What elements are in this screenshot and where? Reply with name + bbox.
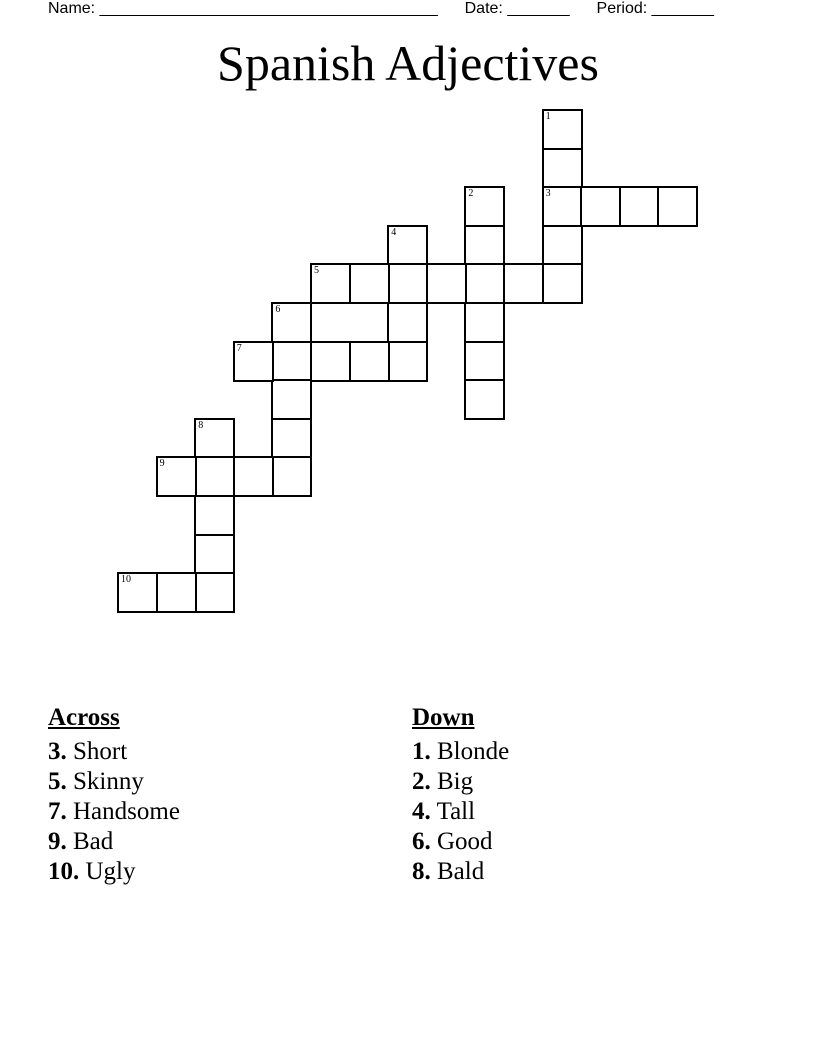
crossword-cell[interactable]: [657, 186, 698, 227]
crossword-cell[interactable]: [194, 572, 235, 613]
crossword-cell[interactable]: [233, 341, 274, 382]
crossword-cell[interactable]: [542, 186, 583, 227]
crossword-cell[interactable]: [542, 148, 583, 189]
crossword-cell[interactable]: [503, 263, 544, 304]
across-clue: 7. Handsome: [48, 798, 180, 825]
crossword-cell[interactable]: [464, 341, 505, 382]
clue-number: 3: [545, 188, 551, 200]
across-clue: 3. Short: [48, 738, 128, 765]
across-clue: 5. Skinny: [48, 768, 144, 795]
down-clue: 4. Tall: [412, 798, 476, 825]
clue-number: 2: [468, 188, 474, 200]
down-clue: 1. Blonde: [412, 738, 510, 765]
crossword-cell[interactable]: [271, 341, 312, 382]
crossword-cell[interactable]: [464, 225, 505, 266]
crossword-cell[interactable]: [387, 263, 428, 304]
crossword-cell[interactable]: [194, 495, 235, 536]
clue-number: 5: [314, 265, 319, 277]
crossword-cell[interactable]: [271, 302, 312, 343]
crossword-cell[interactable]: [542, 225, 583, 266]
clue-number: 8: [198, 419, 204, 431]
down-clues: [412, 703, 509, 887]
crossword-cell[interactable]: [310, 341, 351, 382]
down-clue: 6. Good: [412, 828, 493, 855]
crossword-cell[interactable]: [233, 456, 274, 497]
down-heading: Down: [412, 704, 475, 731]
clue-number: 1: [545, 111, 551, 122]
across-clue: 10. Ugly: [48, 858, 136, 885]
crossword-cell[interactable]: [542, 263, 583, 304]
page-title: Spanish Adjectives: [217, 35, 599, 91]
clue-number: 10: [121, 574, 131, 586]
down-clue: 2. Big: [412, 768, 474, 795]
crossword-cell[interactable]: [271, 418, 312, 459]
crossword-cell[interactable]: [117, 572, 158, 613]
crossword-cell[interactable]: [156, 456, 197, 497]
crossword-cell[interactable]: [349, 341, 390, 382]
crossword-cell[interactable]: [619, 186, 660, 227]
across-heading: Across: [48, 704, 120, 731]
clue-number: 6: [275, 304, 281, 315]
clue-number: 7: [236, 342, 242, 354]
crossword-cell[interactable]: [580, 186, 621, 227]
crossword-cell[interactable]: [156, 572, 197, 613]
crossword-cell[interactable]: [387, 341, 428, 382]
crossword-cell[interactable]: [194, 534, 235, 575]
crossword-cell[interactable]: [387, 302, 428, 343]
crossword-cell[interactable]: [464, 379, 505, 420]
date-field[interactable]: Date: _______: [464, 0, 570, 17]
crossword-cell[interactable]: [464, 302, 505, 343]
crossword-cell[interactable]: [349, 263, 390, 304]
across-clue: 9. Bad: [48, 828, 114, 855]
crossword-cell[interactable]: [194, 418, 235, 459]
down-clue: 8. Bald: [412, 858, 485, 885]
crossword-cell[interactable]: [194, 456, 235, 497]
across-clues: [48, 703, 180, 887]
crossword-cell[interactable]: [464, 186, 505, 227]
clue-number: 4: [391, 226, 397, 238]
crossword-cell[interactable]: [387, 225, 428, 266]
crossword-cell[interactable]: [271, 456, 312, 497]
crossword-cell[interactable]: [426, 263, 467, 304]
period-field[interactable]: Period: _______: [596, 0, 714, 17]
name-field[interactable]: Name: ______________________________________: [48, 0, 438, 17]
crossword-cell[interactable]: [271, 379, 312, 420]
crossword-cell[interactable]: [542, 109, 583, 150]
crossword-cell[interactable]: [310, 263, 351, 304]
crossword-cell[interactable]: [464, 263, 505, 304]
clue-number: 9: [159, 458, 165, 470]
